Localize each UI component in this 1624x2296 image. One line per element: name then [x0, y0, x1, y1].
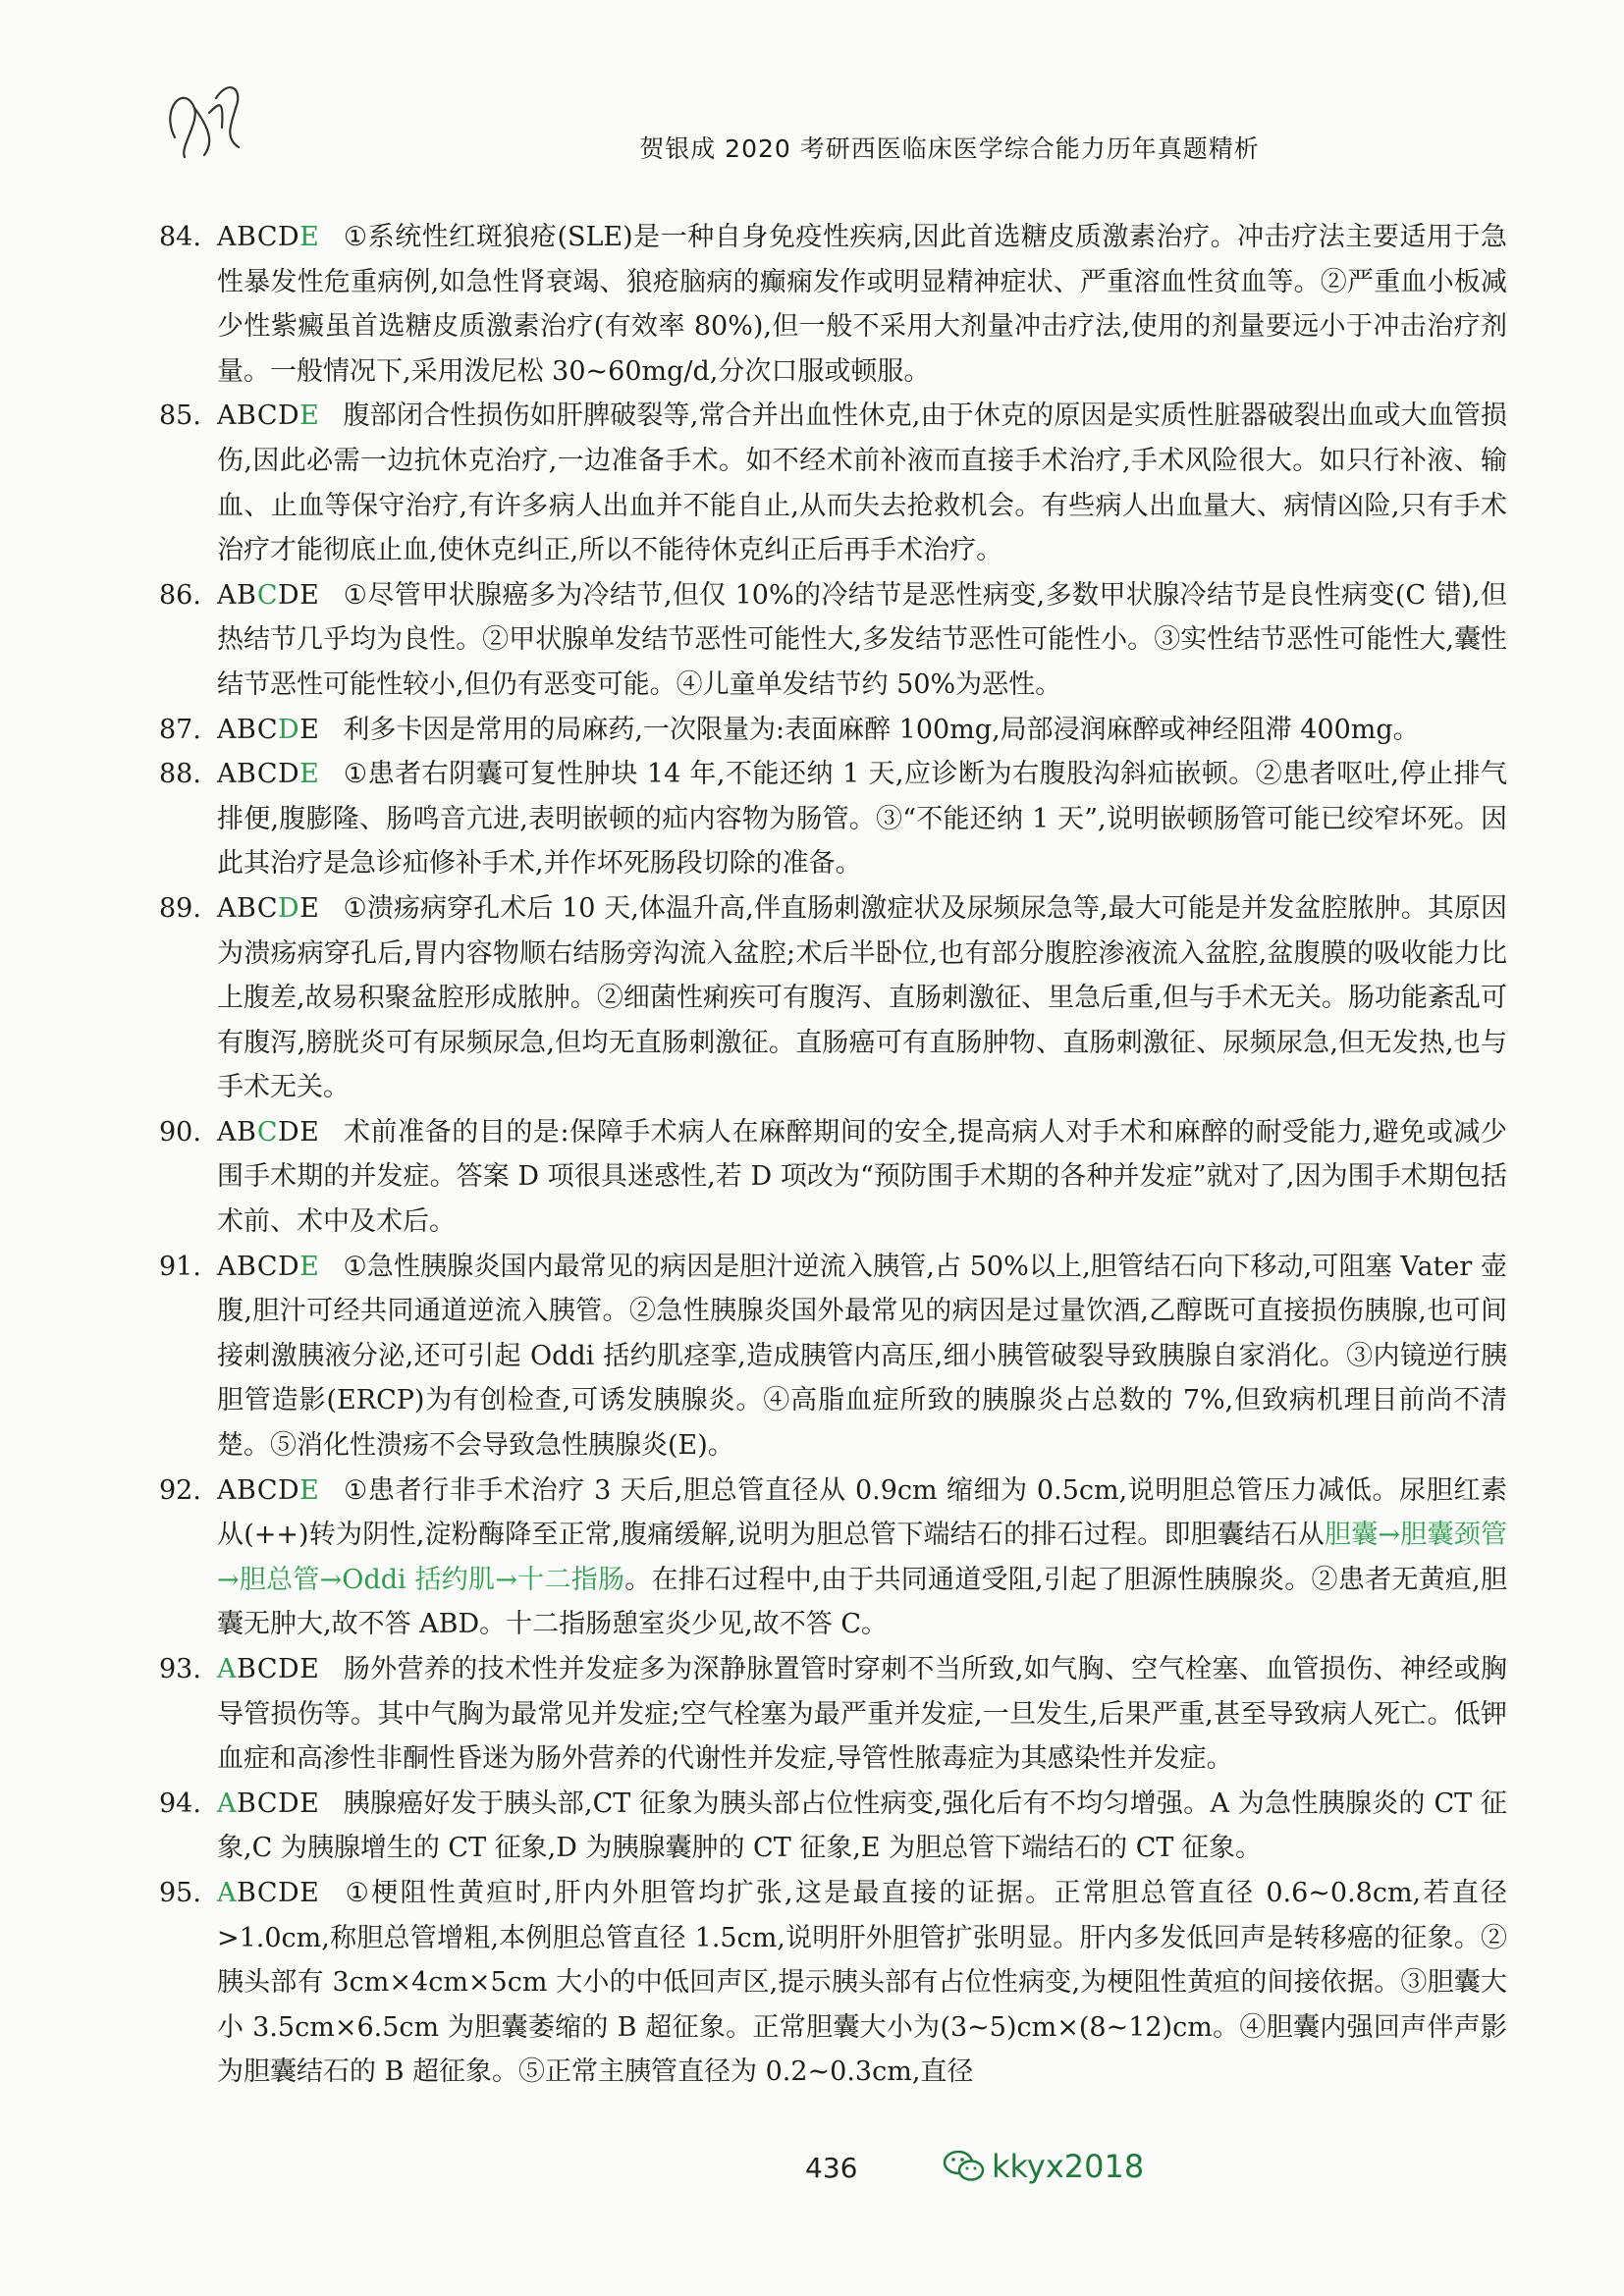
option-letter: D [278, 1251, 300, 1282]
answer-item [160, 1468, 1507, 1647]
correct-option: A [217, 1654, 237, 1684]
answer-options [217, 893, 319, 924]
explanation-text: 。在排石过程中,由于共同通道受阻,引起了胆源性胰腺炎。②患者无黄疸,胆囊无肿大,故不答 ABD。十二指肠憩室炎少见,故不答 C。 [217, 1564, 1507, 1640]
correct-option: E [299, 759, 320, 790]
option-letter: A [217, 400, 237, 432]
option-letter: C [256, 1788, 279, 1819]
option-letter: C [256, 759, 279, 790]
explanation-text: ①急性胰腺炎国内最常见的病因是胆汁逆流入胰管,占 50%以上,胆管结石向下移动,可阻塞 Vater 壶腹,胆汁可经共同通道逆流入胰管。②急性胰腺炎国外最常见的病因是过量饮酒,乙醇既可直接损伤胰腺,也可间接刺激胰液分泌,还可引起 Oddi 括约肌痉挛,造成胰管内高压,细小胰管破裂导致胰腺自家消化。③内镜逆行胰胆管造影(ERCP)为有创检查,可诱发胰腺炎。④高脂血症所致的胰腺炎占总数的 7%,但致病机理目前尚不清楚。⑤消化性溃疡不会导致急性胰腺炎(E)。 [217, 1251, 1507, 1462]
correct-option: A [217, 1788, 237, 1819]
option-letter: B [237, 759, 257, 790]
option-letter: D [278, 1877, 300, 1908]
answer-item [160, 1647, 1507, 1782]
correct-option: A [217, 1877, 237, 1908]
watermark-text: kkyx2018 [992, 2148, 1145, 2185]
correct-option: C [256, 1116, 279, 1148]
answer-item [160, 1871, 1507, 2095]
option-letter: B [237, 400, 257, 432]
question-number: 91. [159, 1251, 201, 1282]
option-letter: C [256, 714, 279, 745]
question-number: 86. [159, 579, 201, 611]
option-letter: E [299, 892, 320, 924]
correct-option: E [299, 400, 320, 432]
correct-option: D [278, 892, 300, 924]
option-letter: B [237, 1474, 257, 1506]
wechat-icon [943, 2149, 986, 2184]
correct-option: E [299, 222, 320, 252]
option-letter: D [278, 1116, 300, 1148]
answer-item [160, 708, 1507, 753]
explanation-text: 术前准备的目的是:保障手术病人在麻醉期间的安全,提高病人对手术和麻醉的耐受能力,避免或减少围手术期的并发症。答案 D 项很具迷惑性,若 D 项改为“预防围手术期的各种并发症”就对了,因为围手术期包括术前、术中及术后。 [217, 1116, 1507, 1238]
question-number: 84. [159, 222, 201, 252]
watermark [943, 2148, 1144, 2185]
option-letter: A [217, 222, 237, 252]
page-header: 贺银成 2020 考研西医临床医学综合能力历年真题精析 [639, 134, 1260, 163]
option-letter: D [278, 759, 300, 790]
option-letter: A [217, 714, 237, 745]
option-letter: A [217, 759, 237, 790]
option-letter: C [256, 892, 279, 924]
option-letter: B [237, 714, 257, 745]
option-letter: C [256, 1474, 279, 1506]
question-number: 95. [159, 1877, 201, 1908]
option-letter: B [237, 1654, 257, 1684]
correct-option: E [299, 1474, 320, 1506]
option-letter: C [256, 1654, 279, 1684]
option-letter: B [237, 892, 257, 924]
explanation-text: ①患者右阴囊可复性肿块 14 年,不能还纳 1 天,应诊断为右腹股沟斜疝嵌顿。②患者呕吐,停止排气排便,腹膨隆、肠鸣音亢进,表明嵌顿的疝内容物为肠管。③“不能还纳 1 天”,说明嵌顿肠管可能已绞窄坏死。因此其治疗是急诊疝修补手术,并作坏死肠段切除的准备。 [217, 759, 1507, 880]
explanation-text: 腹部闭合性损伤如肝脾破裂等,常合并出血性休克,由于休克的原因是实质性脏器破裂出血或大血管损伤,因此必需一边抗休克治疗,一边准备手术。如不经术前补液而直接手术治疗,手术风险很大。如只行补液、输血、止血等保守治疗,有许多病人出血并不能自止,从而失去抢救机会。有些病人出血量大、病情凶险,只有手术治疗才能彻底止血,使休克纠正,所以不能待休克纠正后再手术治疗。 [217, 400, 1507, 566]
page-number: 436 [805, 2152, 858, 2184]
highlighted-pathway: 胆囊→胆囊颈管→胆总管→Oddi 括约肌→十二指肠 [217, 1520, 1508, 1595]
option-letter: D [278, 1474, 300, 1506]
option-letter: E [299, 1654, 320, 1684]
answer-options [217, 1475, 319, 1506]
answer-options [217, 1252, 319, 1282]
explanation-text: ①系统性红斑狼疮(SLE)是一种自身免疫性疾病,因此首选糖皮质激素治疗。冲击疗法主要适用于急性暴发性危重病例,如急性肾衰竭、狼疮脑病的癫痫发作或明显精神症状、严重溶血性贫血等。②严重血小板减少性紫癜虽首选糖皮质激素治疗(有效率 80%),但一般不采用大剂量冲击疗法,使用的剂量要远小于冲击治疗剂量。一般情况下,采用泼尼松 30~60mg/d,分次口服或顿服。 [217, 222, 1507, 387]
answer-options [217, 1117, 319, 1148]
answer-options [217, 759, 319, 789]
explanation-text: ①梗阻性黄疸时,肝内外胆管均扩张,这是最直接的证据。正常胆总管直径 0.6~0.8cm,若直径>1.0cm,称胆总管增粗,本例胆总管直径 1.5cm,说明肝外胆管扩张明显。肝内多发低回声是转移癌的征象。②胰头部有 3cm×4cm×5cm 大小的中低回声区,提示胰头部有占位性病变,为梗阻性黄疸的间接依据。③胆囊大小 3.5cm×6.5cm 为胆囊萎缩的 B 超征象。正常胆囊大小为(3~5)cm×(8~12)cm。④胆囊内强回声伴声影为胆囊结石的 B 超征象。⑤正常主胰管直径为 0.2~0.3cm,直径 [217, 1877, 1507, 2088]
answer-list [160, 215, 1507, 2095]
correct-option: E [299, 1251, 320, 1282]
option-letter: C [256, 400, 279, 432]
answer-options [217, 1789, 319, 1819]
option-letter: D [278, 1654, 300, 1684]
option-letter: A [217, 1116, 237, 1148]
option-letter: E [299, 1788, 320, 1819]
option-letter: B [237, 1251, 257, 1282]
answer-item [160, 573, 1507, 708]
option-letter: B [237, 1877, 257, 1908]
answer-item [160, 1245, 1507, 1468]
answer-item [160, 215, 1507, 394]
option-letter: B [237, 579, 257, 611]
explanation-text: ①溃疡病穿孔术后 10 天,体温升高,伴直肠刺激症状及尿频尿急等,最大可能是并发盆腔脓肿。其原因为溃疡病穿孔后,胃内容物顺右结肠旁沟流入盆腔;术后半卧位,也有部分腹腔渗液流入盆腔,盆腹膜的吸收能力比上腹差,故易积聚盆腔形成脓肿。②细菌性痢疾可有腹泻、直肠刺激征、里急后重,但与手术无关。肠功能紊乱可有腹泻,膀胱炎可有尿频尿急,但均无直肠刺激征。直肠癌可有直肠肿物、直肠刺激征、尿频尿急,但无发热,也与手术无关。 [217, 892, 1507, 1103]
option-letter: A [217, 1474, 237, 1506]
correct-option: D [278, 714, 300, 745]
answer-options [217, 715, 319, 745]
option-letter: C [256, 1877, 279, 1908]
explanation-text: 胰腺癌好发于胰头部,CT 征象为胰头部占位性病变,强化后有不均匀增强。A 为急性胰腺炎的 CT 征象,C 为胰腺增生的 CT 征象,D 为胰腺囊肿的 CT 征象,E 为胆总管下端结石的 CT 征象。 [217, 1788, 1507, 1864]
answer-item [160, 1782, 1507, 1871]
option-letter: B [237, 222, 257, 252]
question-number: 85. [159, 400, 201, 432]
option-letter: D [278, 400, 300, 432]
answer-item [160, 886, 1507, 1110]
answer-options [217, 1654, 319, 1684]
option-letter: A [217, 892, 237, 924]
option-letter: C [256, 222, 279, 252]
answer-item [160, 752, 1507, 886]
question-number: 87. [159, 714, 201, 745]
option-letter: E [299, 1116, 320, 1148]
option-letter: D [278, 579, 300, 611]
option-letter: E [299, 579, 320, 611]
correct-option: C [256, 579, 279, 611]
answer-options [217, 1878, 319, 1908]
option-letter: B [237, 1788, 257, 1819]
question-number: 89. [159, 892, 201, 924]
option-letter: D [278, 222, 300, 252]
question-number: 92. [159, 1474, 201, 1506]
question-number: 88. [159, 759, 201, 790]
explanation-text: ①尽管甲状腺癌多为冷结节,但仅 10%的冷结节是恶性病变,多数甲状腺冷结节是良性病变(C 错),但热结节几乎均为良性。②甲状腺单发结节恶性可能性大,多发结节恶性可能性小。③实性结节恶性可能性大,囊性结节恶性可能性较小,但仍有恶变可能。④儿童单发结节约 50%为恶性。 [217, 579, 1507, 700]
explanation-text: 肠外营养的技术性并发症多为深静脉置管时穿刺不当所致,如气胸、空气栓塞、血管损伤、神经或胸导管损伤等。其中气胸为最常见并发症;空气栓塞为最严重并发症,一旦发生,后果严重,甚至导致病人死亡。低钾血症和高渗性非酮性昏迷为肠外营养的代谢性并发症,导管性脓毒症为其感染性并发症。 [217, 1654, 1507, 1775]
option-letter: A [217, 1251, 237, 1282]
question-number: 94. [159, 1788, 201, 1819]
option-letter: E [299, 714, 320, 745]
explanation-text: 利多卡因是常用的局麻药,一次限量为:表面麻醉 100mg,局部浸润麻醉或神经阻滞 400mg。 [343, 714, 1420, 745]
question-number: 93. [159, 1654, 201, 1684]
option-letter: D [278, 1788, 300, 1819]
answer-options [217, 222, 319, 252]
answer-options [217, 400, 319, 431]
option-letter: B [237, 1116, 257, 1148]
explanation-text: ①患者行非手术治疗 3 天后,胆总管直径从 0.9cm 缩细为 0.5cm,说明胆总管压力减低。尿胆红素从(++)转为阴性,淀粉酶降至正常,腹痛缓解,说明为胆总管下端结石的排石过程。即胆囊结石从 [217, 1474, 1507, 1551]
question-number: 90. [159, 1116, 201, 1148]
answer-item [160, 1110, 1507, 1245]
option-letter: E [299, 1877, 320, 1908]
answer-options [217, 580, 319, 611]
option-letter: A [217, 579, 237, 611]
answer-item [160, 394, 1507, 572]
option-letter: C [256, 1251, 279, 1282]
